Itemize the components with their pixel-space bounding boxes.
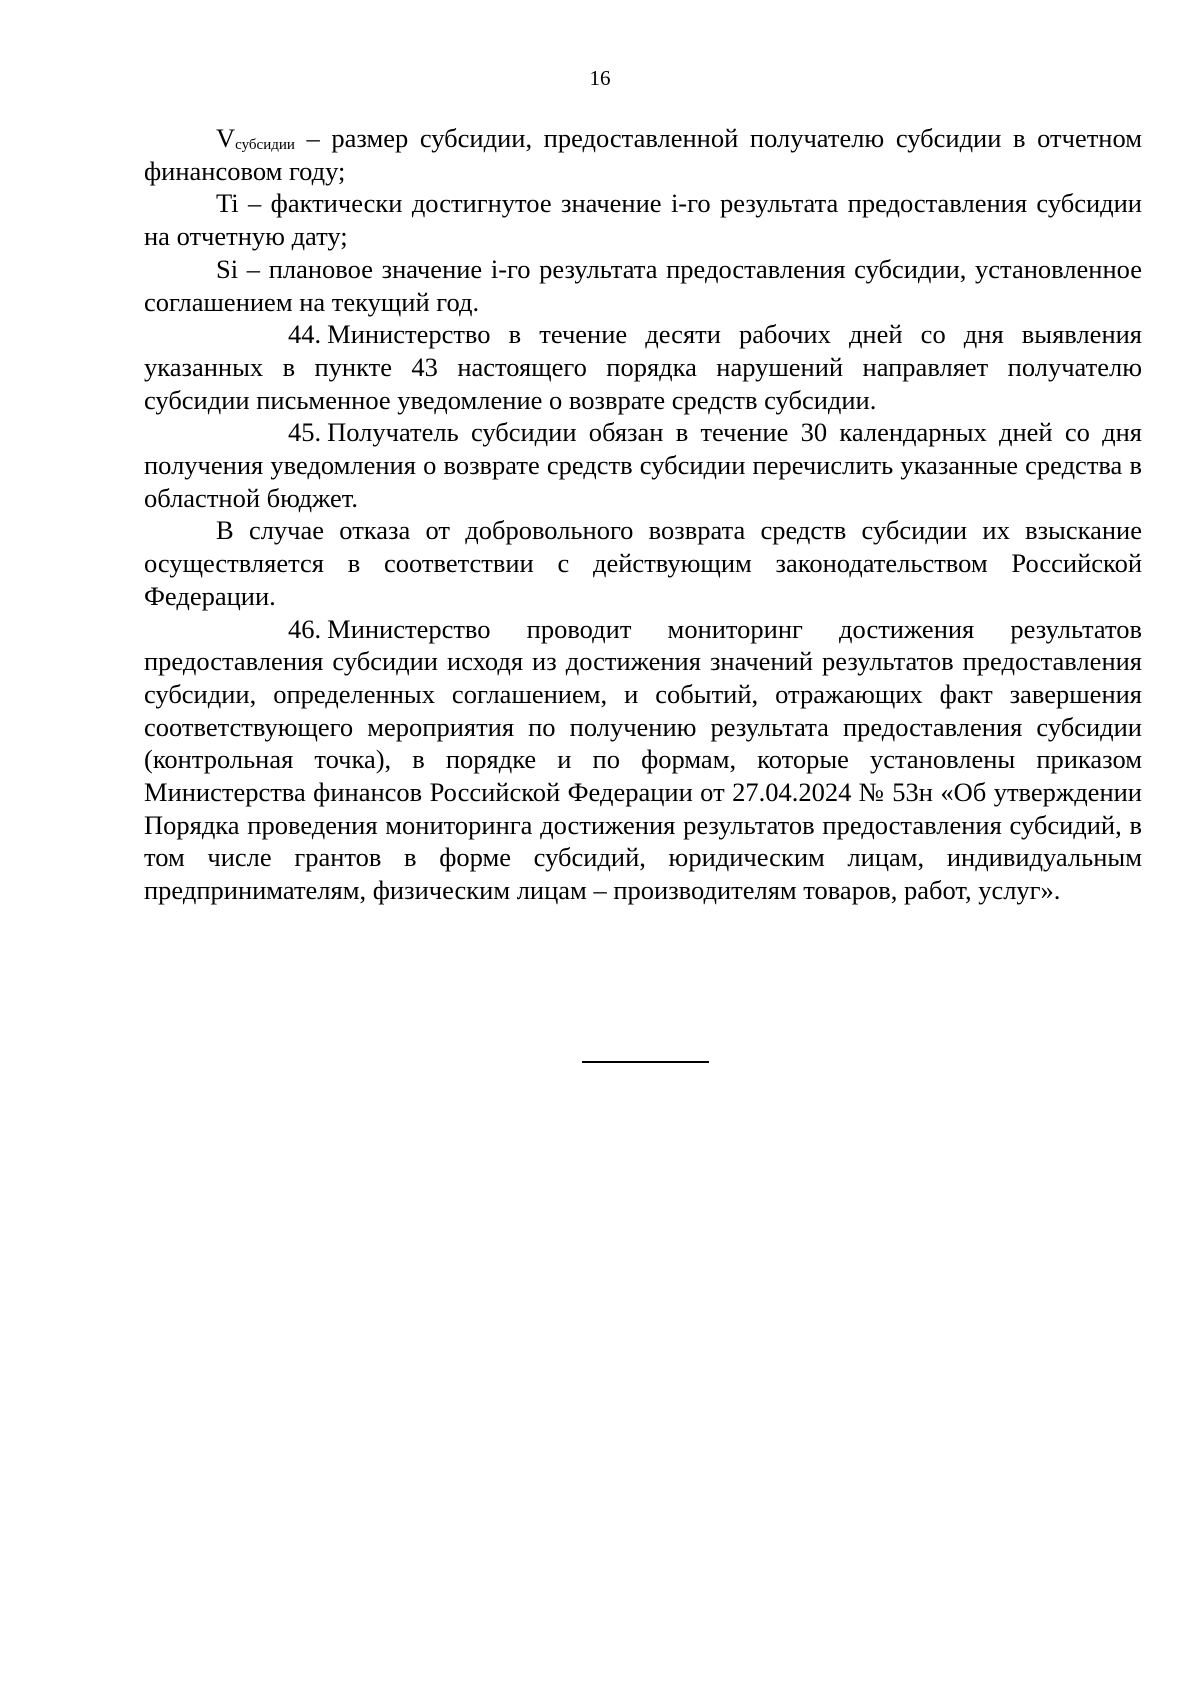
definition-si (144, 253, 1142, 318)
definition-symbol: Ti (216, 188, 239, 219)
definition-v-subsidy (144, 122, 1142, 187)
item-45 (144, 416, 1142, 514)
definition-ti (144, 187, 1142, 252)
item-number: 46. (288, 613, 322, 644)
definition-subscript: субсидии (235, 137, 295, 153)
item-45-refusal-paragraph (144, 514, 1142, 612)
item-46 (144, 613, 1142, 907)
item-text: Министерство в течение десяти рабочих дней со дня выявления указанных в пункте 43 настоящего порядка нарушений направляет получателю субсидии письменное уведомление о возврате средств субсидии. (144, 319, 1142, 415)
item-number: 45. (288, 417, 322, 448)
end-of-document-rule (582, 1061, 709, 1063)
item-text: Министерство проводит мониторинг достижения результатов предоставления субсидии исходя из достижения значений результатов предоставления субсидии, определенных соглашением, и событий, отражающих факт завершения соответствующего мероприятия по получению результата предоставления субсидии (контрольная точка), в порядке и по формам, которые установлены приказом Министерства финансов Российской Федерации от 27.04.2024 № 53н «Об утверждении Порядка проведения мониторинга достижения результатов предоставления субсидий, в том числе грантов в форме субсидий, юридическим лицам, индивидуальным предпринимателям, физическим лицам – производителям товаров, работ, услуг». (144, 613, 1142, 906)
definition-symbol: Si (216, 253, 239, 284)
item-44 (144, 318, 1142, 416)
item-text: Получатель субсидии обязан в течение 30 календарных дней со дня получения уведомления о возврате средств субсидии перечислить указанные средства в областной бюджет. (144, 417, 1142, 513)
document-body (144, 122, 1142, 907)
definition-text: – плановое значение i-го результата предоставления субсидии, установленное соглашением на текущий год. (144, 253, 1142, 317)
item-text: В случае отказа от добровольного возврата средств субсидии их взыскание осуществляется в соответствии с действующим законодательством Российской Федерации. (144, 515, 1142, 611)
definition-text: – размер субсидии, предоставленной получателю субсидии в отчетном финансовом году; (144, 123, 1142, 186)
item-number: 44. (288, 319, 322, 350)
definition-symbol: V (216, 123, 236, 153)
page-number: 16 (589, 66, 611, 90)
definition-text: – фактически достигнутое значение i-го результата предоставления субсидии на отчетную дату; (144, 188, 1142, 252)
